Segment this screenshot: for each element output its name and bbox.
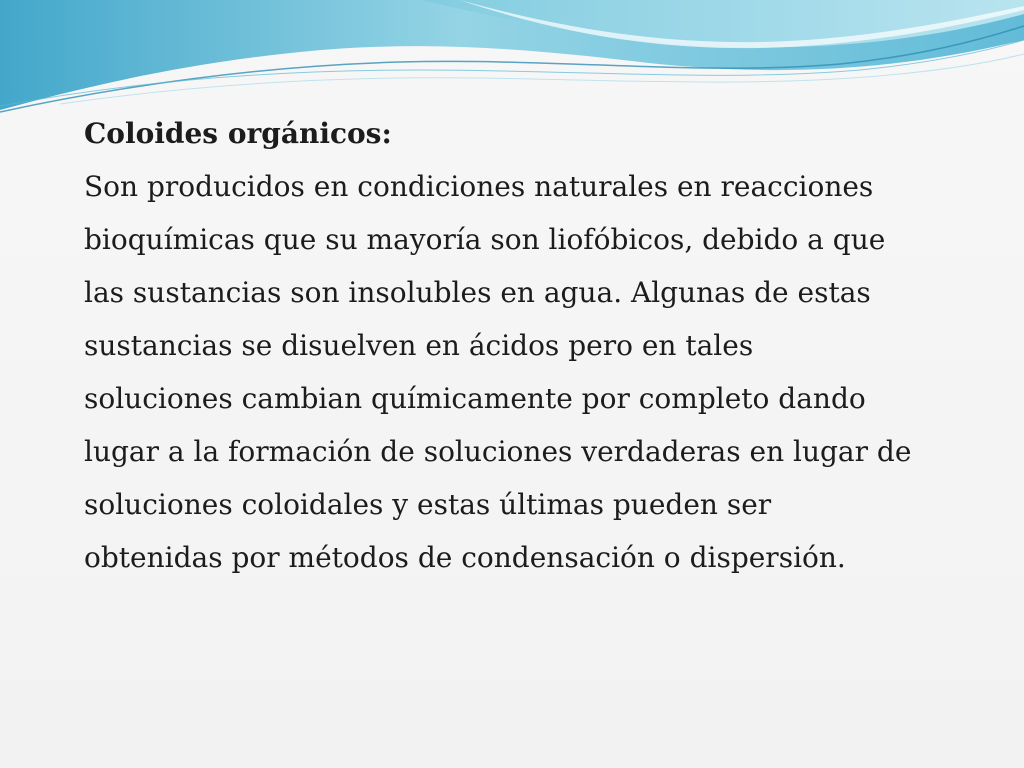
- body-line: Son producidos en condiciones naturales en reacciones: [84, 170, 874, 203]
- slide-body: [84, 107, 999, 584]
- body-line: las sustancias son insolubles en agua. Algunas de estas: [84, 276, 871, 309]
- body-line: lugar a la formación de soluciones verdaderas en lugar de: [84, 435, 912, 468]
- body-line: sustancias se disuelven en ácidos pero en tales: [84, 329, 754, 362]
- body-line: soluciones cambian químicamente por completo dando: [84, 382, 866, 415]
- slide-heading: Coloides orgánicos:: [84, 117, 392, 150]
- body-line: soluciones coloidales y estas últimas pueden ser: [84, 488, 772, 521]
- body-line: bioquímicas que su mayoría son liofóbicos, debido a que: [84, 223, 886, 256]
- body-line: obtenidas por métodos de condensación o dispersión.: [84, 541, 846, 574]
